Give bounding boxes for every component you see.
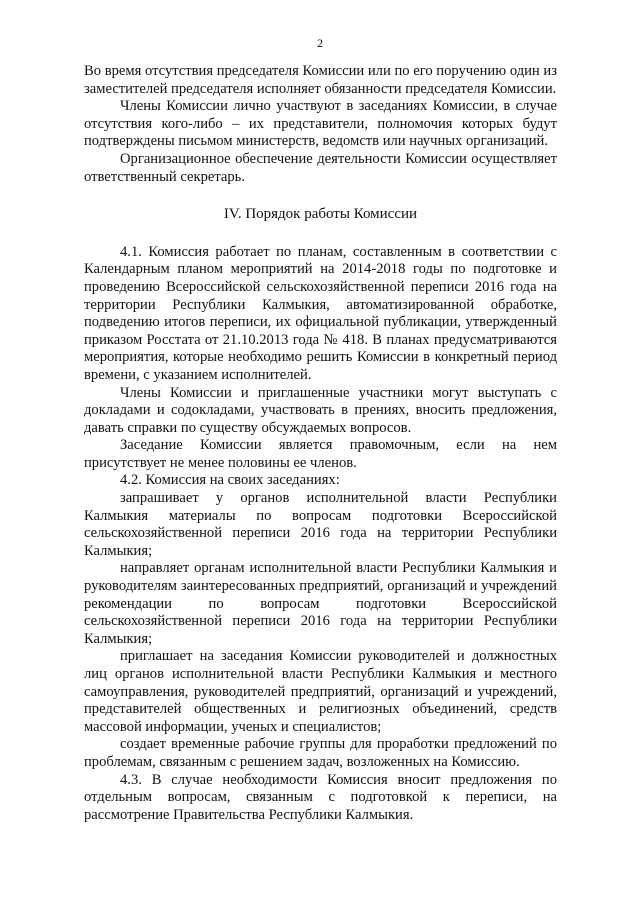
list-item-requests: запрашивает у органов исполнительной власти Республики Калмыкия материалы по вопросам подготовки Всероссийской сельскохозяйственной переписи 2016 года на территории Республики Калмыкия; [84,490,557,559]
paragraph-quorum: Заседание Комиссии является правомочным, если на нем присутствует не менее половины ее членов. [84,437,557,471]
paragraph-4-1: 4.1. Комиссия работает по планам, составленным в соответствии с Календарным планом мероприятий на 2014-2018 годы по подготовке и проведению Всероссийской сельскохозяйственной переписи 2016 года на территории Республики Калмыкия, автоматизированной обработке, подведению итогов переписи, их официальной публикации, утвержденный приказом Росстата от 21.10.2013 года № 418. В планах предусматриваются мероприятия, которые необходимо решить Комиссии в конкретный период времени, с указанием исполнителей. [84,243,557,383]
paragraph-members-participation: Члены Комиссии лично участвуют в заседаниях Комиссии, в случае отсутствия кого-либо – их представители, полномочия которых будут подтверждены письмом министерств, ведомств или научных организаций. [84,98,557,150]
list-item-recommendations: направляет органам исполнительной власти Республики Калмыкия и руководителям заинтересованных предприятий, организаций и учреждений рекомендации по вопросам подготовки Всероссийской сельскохозяйственной переписи 2016 года на территории Республики Калмыкия; [84,560,557,647]
paragraph-4-3: 4.3. В случае необходимости Комиссия вносит предложения по отдельным вопросам, связанным с подготовкой к переписи, на рассмотрение Правительства Республики Калмыкия. [84,771,557,823]
list-item-working-groups: создает временные рабочие группы для проработки предложений по проблемам, связанным с решением задач, возложенных на Комиссию. [84,736,557,770]
document-body [84,63,557,824]
list-item-invitations: приглашает на заседания Комиссии руководителей и должностных лиц органов исполнительной власти Республики Калмыкия и местного самоуправления, руководителей предприятий, организаций и учреждений, представителей общественных и религиозных объединений, средств массовой информации, ученых и специалистов; [84,648,557,735]
page-number: 2 [317,36,323,50]
paragraph-members-speeches: Члены Комиссии и приглашенные участники могут выступать с докладами и содокладами, участвовать в прениях, вносить предложения, давать справки по существу обсуждаемых вопросов. [84,384,557,436]
section-heading: IV. Порядок работы Комиссии [223,206,418,223]
paragraph-4-2: 4.2. Комиссия на своих заседаниях: [120,472,340,489]
paragraph-organizational-support: Организационное обеспечение деятельности Комиссии осуществляет ответственный секретарь. [84,150,557,185]
paragraph-chair-absence: Во время отсутствия председателя Комиссии или по его поручению один из заместителей председателя исполняет обязанности председателя Комиссии. [84,63,557,97]
